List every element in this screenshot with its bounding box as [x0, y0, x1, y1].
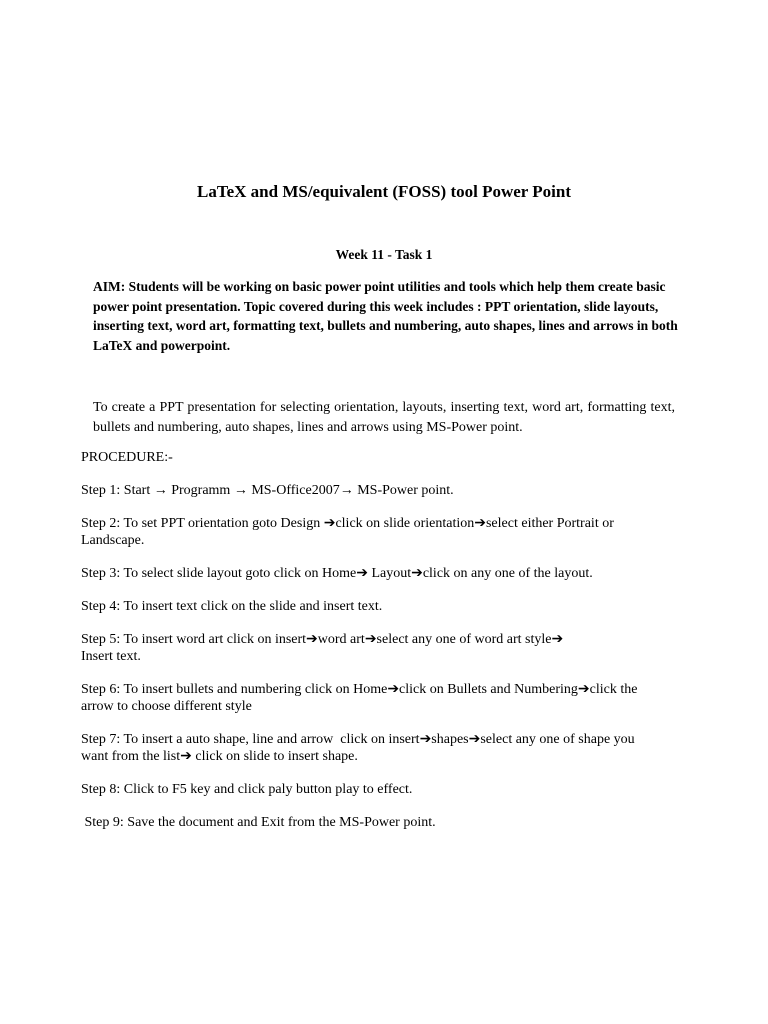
step-3: Step 3: To select slide layout goto click on Home➔ Layout➔click on any one of the layout. [81, 566, 593, 581]
document-title: LaTeX and MS/equivalent (FOSS) tool Power Point [196, 182, 572, 201]
step-1: Step 1: Start → Programm → MS-Office2007→ MS-Power point. [81, 483, 454, 498]
intro-paragraph: To create a PPT presentation for selecting orientation, layouts, inserting text, word art, formatting text, bullets and numbering, auto shapes, lines and arrows using MS-Power point. [93, 400, 675, 435]
step-9: Step 9: Save the document and Exit from the MS-Power point. [81, 815, 436, 830]
step-8: Step 8: Click to F5 key and click paly button play to effect. [81, 782, 413, 797]
aim-paragraph: AIM: Students will be working on basic power point utilities and tools which help them create basic power point presentation. Topic covered during this week includes : PPT orientation, slide layouts, inserting text, word art, formatting text, bullets and numbering, auto shapes, lines and arrows in both LaTeX and powerpoint. [93, 279, 678, 353]
step-4: Step 4: To insert text click on the slide and insert text. [81, 599, 383, 614]
step-7: Step 7: To insert a auto shape, line and arrow click on insert➔shapes➔select any one of shape you want from the list➔ click on slide to insert shape. [81, 732, 635, 764]
step-2: Step 2: To set PPT orientation goto Design ➔click on slide orientation➔select either Portrait or Landscape. [81, 516, 614, 548]
procedure-steps [81, 482, 711, 847]
document-subtitle: Week 11 - Task 1 [335, 247, 433, 262]
step-6: Step 6: To insert bullets and numbering click on Home➔click on Bullets and Numbering➔click the arrow to choose different style [81, 682, 638, 714]
procedure-heading: PROCEDURE:- [81, 450, 173, 465]
step-5: Step 5: To insert word art click on insert➔word art➔select any one of word art style➔ Insert text. [81, 632, 564, 664]
